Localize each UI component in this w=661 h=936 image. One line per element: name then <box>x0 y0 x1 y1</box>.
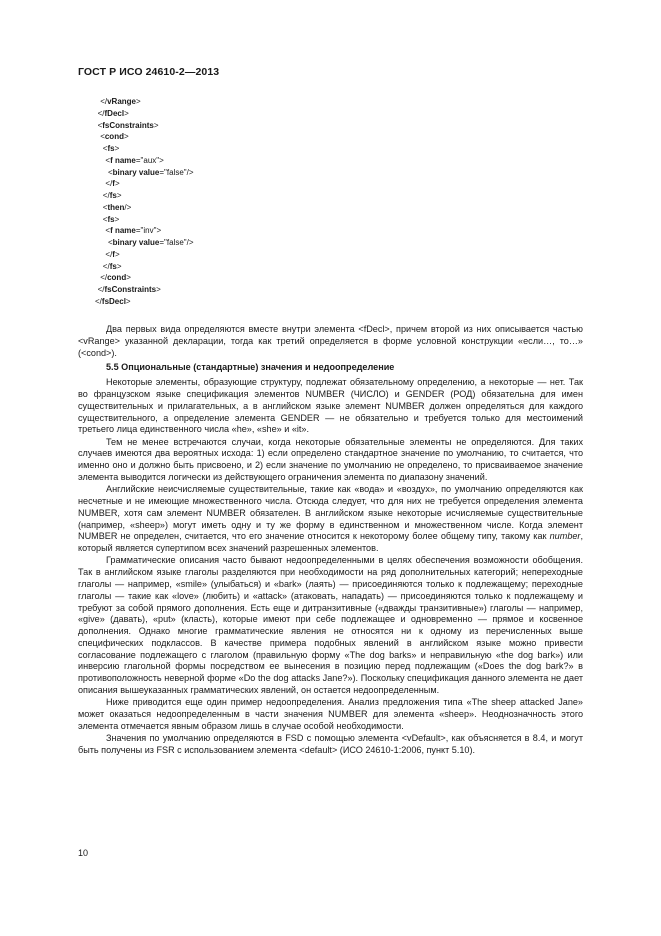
code-punctuation: > <box>116 191 122 201</box>
code-line <box>95 225 194 237</box>
code-line <box>95 167 194 179</box>
paragraph-uncountable-nouns <box>78 484 583 555</box>
paragraph-fdecl: Два первых вида определяются вместе внутри элемента <fDecl>, причем второй из них описывается частью <vRange> указанной декларации, тогда как третий определяется в форме условной конструкции «если…, то…» (<cond>). <box>78 324 583 358</box>
code-line <box>95 178 194 190</box>
code-tag-name: fsDecl <box>101 297 126 307</box>
code-punctuation: > <box>114 179 120 189</box>
code-punctuation: ="aux"> <box>135 155 164 165</box>
paragraph-text: , который является супертипом всех значений разрешенных элементов. <box>78 531 583 554</box>
code-punctuation: > <box>114 144 120 154</box>
code-tag-name: fs <box>109 191 117 201</box>
code-punctuation: </ <box>100 97 108 106</box>
code-punctuation: ="false"/> <box>159 167 194 177</box>
code-tag-name: cond <box>104 132 124 142</box>
code-tag-name: fs <box>107 144 115 154</box>
code-line <box>95 108 194 120</box>
code-punctuation: < <box>97 120 103 130</box>
code-line <box>95 249 194 261</box>
code-tag-name: binary value <box>112 238 160 248</box>
code-punctuation: < <box>102 214 108 224</box>
code-tag-name: fsConstraints <box>102 120 154 130</box>
code-punctuation: > <box>124 108 129 118</box>
code-tag-name: fs <box>109 261 117 271</box>
code-punctuation: </ <box>105 179 113 189</box>
code-punctuation: < <box>100 132 105 142</box>
code-punctuation: > <box>114 214 120 224</box>
code-punctuation: > <box>153 120 159 130</box>
code-line <box>95 296 194 308</box>
code-punctuation: > <box>136 97 141 106</box>
code-line <box>95 96 194 108</box>
code-tag-name: f name <box>110 155 136 165</box>
code-punctuation: > <box>156 285 161 295</box>
code-tag-name: f name <box>110 226 136 236</box>
paragraph-another-example: Ниже приводится еще один пример недоопределения. Анализ предложения типа «The sheep attacked Jane» может оказаться недоопределенным в части значения NUMBER для элемента «sheep». Неоднозначность этого элемента отмечается явным образом лишь в случае особой необходимости. <box>78 697 583 731</box>
code-tag-name: fs <box>107 214 115 224</box>
code-tag-name: vRange <box>107 97 136 106</box>
code-tag-name: then <box>107 202 125 212</box>
page-number: 10 <box>78 848 89 858</box>
code-punctuation: ="false"/> <box>159 238 194 248</box>
code-punctuation: </ <box>97 285 105 295</box>
code-line <box>95 190 194 202</box>
code-line <box>95 143 194 155</box>
code-line <box>95 214 194 226</box>
code-punctuation: > <box>123 132 129 142</box>
code-tag-name: f <box>112 249 115 259</box>
code-line <box>95 155 194 167</box>
code-punctuation: </ <box>95 297 102 307</box>
code-punctuation: </ <box>97 108 105 118</box>
paragraph-undefined-elements: Тем не менее встречаются случаи, когда некоторые обязательные элементы не определяются. Для таких случаев имеются два вероятных исхода: 1) если определено стандартное значение по умолчанию, то считается, что именно оно и должно быть присвоено, и 2) если значение по умолчанию не определено, то присваиваемое значение элемента выводится логически из действующего ограничения элемента по диапазону значений. <box>78 436 583 482</box>
code-punctuation: > <box>125 297 131 307</box>
code-punctuation: > <box>126 273 131 283</box>
code-tag-name: binary value <box>112 167 160 177</box>
code-tag-name: fDecl <box>104 108 125 118</box>
code-line <box>95 202 194 214</box>
code-punctuation: < <box>105 226 111 236</box>
code-line <box>95 120 194 132</box>
code-punctuation: < <box>108 238 113 248</box>
paragraph-text: Английские неисчисляемые существительные, такие как «вода» и «воздух», по умолчанию определяются как несчетные и не имеющие множественного числа. Отсюда следует, что для них не требуется определения элемента NUMBER, хотя сам элемент NUMBER обязателен. В английском языке некоторые исчисляемые существительные (например, «sheep») могут иметь одну и ту же форму в единственном и множественном числе. Когда элемент NUMBER не определен, считается, что его значение относится к некоторому более общему типу, такому как <box>78 484 583 542</box>
emphasis-number: number <box>549 531 581 542</box>
xml-code-listing <box>95 96 194 308</box>
code-punctuation: ="inv"> <box>135 226 162 236</box>
code-line <box>95 272 194 284</box>
paragraph-underspecification: Грамматические описания часто бывают недоопределенными в целях обеспечения возможности обобщения. Так в английском языке глаголы разделяются при необходимости на ряд дополнительных категорий; непереходные глаголы — например, «smile» (улыбаться) и «bark» (лаять) — присоединяются только к подлежащему; переходные глаголы — такие как «love» (любить) и «attack» (атаковать, нападать) — присоединяются только к подлежащему и требуют за собой прямого дополнения. Есть еще и дитранзитивные («дважды транзитивные») глаголы — например, «give» (давать), «put» (класть), которые имеют при себе подлежащее и одновременно — прямое и косвенное дополнения. Однако многие грамматические явления не относятся ни к одному из перечисленных выше специфических подклассов. В качестве примера подобных явлений в английском языке можно привести согласование подлежащего с глаголом (правильную форму «The dog barks» и неправильную «the dog bark») или инверсию глагольной формы посредством ее вынесения в позицию перед подлежащим («Does the dog bark?» в противоположность неверной форме «Do the dog attacks Jane?»). Поскольку спецификация данного элемента не дает описания вышеуказанных грамматических явлений, он остается недоопределенным. <box>78 555 583 696</box>
code-punctuation: > <box>114 249 120 259</box>
code-punctuation: </ <box>102 261 110 271</box>
paragraph-default-values: Значения по умолчанию определяются в FSD с помощью элемента <vDefault>, как объясняется в 8.4, и могут быть получены из FSR с использованием элемента <default> (ИСО 24610-1:2006, пункт 5.10). <box>78 733 583 755</box>
code-punctuation: < <box>105 155 111 165</box>
code-punctuation: /> <box>124 202 132 212</box>
code-line <box>95 284 194 296</box>
code-line <box>95 237 194 249</box>
code-punctuation: > <box>116 261 122 271</box>
section-heading-5-5: 5.5 Опциональные (стандартные) значения и недоопределение <box>106 362 395 373</box>
code-line <box>95 131 194 143</box>
code-punctuation: < <box>102 144 108 154</box>
code-punctuation: < <box>108 167 113 177</box>
paragraph-mandatory-elements: Некоторые элементы, образующие структуру, подлежат обязательному определению, а некоторые — нет. Так во французском языке спецификация элементов NUMBER (ЧИСЛО) и GENDER (РОД) обязательна для имен существительных и прилагательных, а в английском языке элемент NUMBER должен определяться для каждого существительного, а определение элемента GENDER — не обязательно и требуется только для местоимений третьего лица единственного числа «he», «she» и «it». <box>78 377 583 435</box>
code-punctuation: </ <box>102 191 110 201</box>
document-body <box>78 324 583 757</box>
code-tag-name: fsConstraints <box>104 285 157 295</box>
code-tag-name: cond <box>107 273 127 283</box>
code-punctuation: </ <box>105 249 113 259</box>
code-line <box>95 261 194 273</box>
document-header: ГОСТ Р ИСО 24610-2—2013 <box>78 66 220 78</box>
code-tag-name: f <box>112 179 115 189</box>
code-punctuation: </ <box>100 273 108 283</box>
code-punctuation: < <box>102 202 108 212</box>
